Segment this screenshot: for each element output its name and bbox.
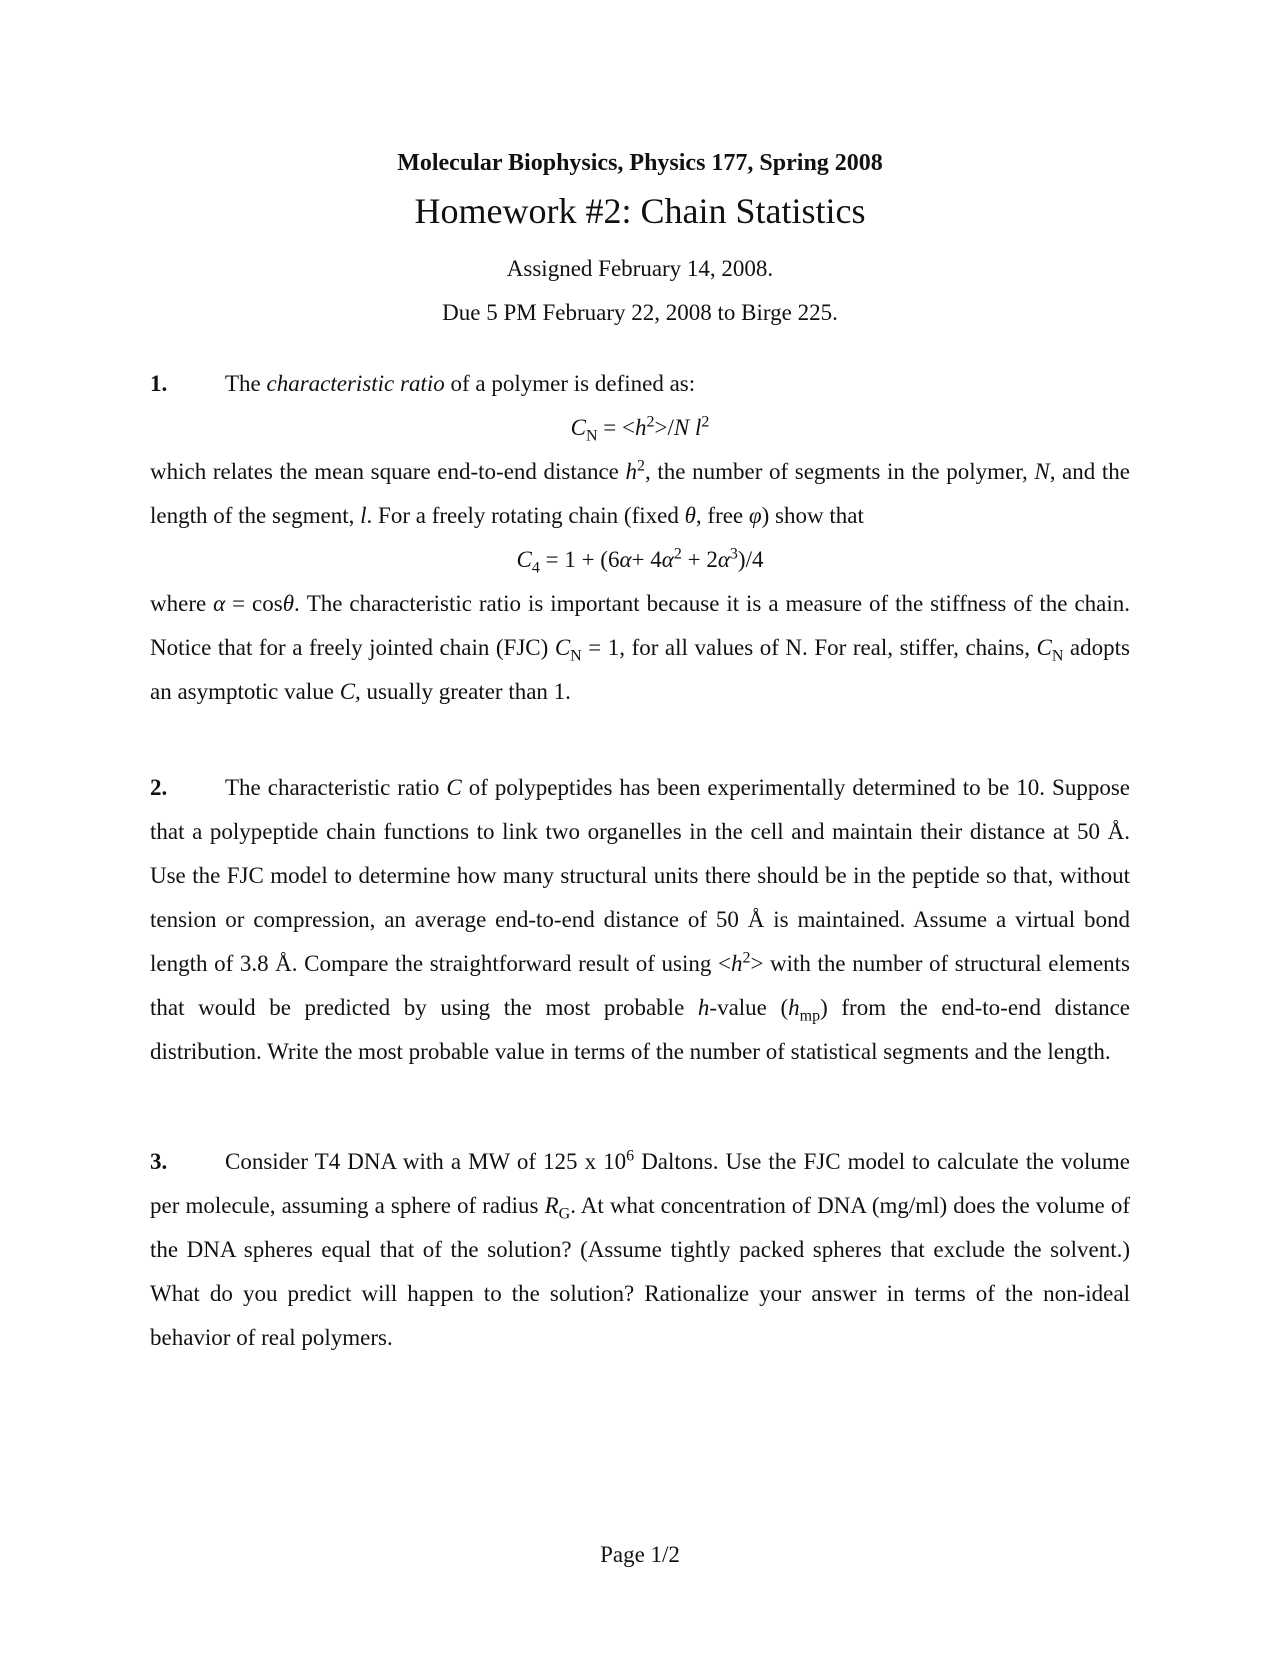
problem-1-text-2: where α = cosθ. The characteristic ratio is important because it is a measure of the stiffness of the chain. Notice that for a freely jointed chain (FJC) $C_N = 1$, for all values of N. For real, stiffer, chains, $C_N$ adopts an asymptotic value C, usually greater than 1. xyxy=(150,591,1130,704)
problem-1-text: which relates the mean square end-to-end distance $h^2$, the number of segments in the polymer, N, and the length of the segment, l. For a freely rotating chain (fixed θ, free φ) show that xyxy=(150,457,1130,528)
due-date: Due 5 PM February 22, 2008 to Birge 225. xyxy=(442,300,838,325)
problem-3: 3. Consider T4 DNA with a MW of 125 x $10^6$ Daltons. Use the FJC model to calculate the volume per molecule, assuming a sphere of radius $R_G$. At what concentration of DNA (mg/ml) does the volume of the DNA spheres equal that of the solution? (Assume tightly packed spheres that exclude the solvent.) What do you predict will happen to the solution? Rationalize your answer in terms of the non-ideal behavior of real polymers. xyxy=(150,1140,1130,1360)
assigned-date: Assigned February 14, 2008. xyxy=(506,256,774,281)
problem-2: 2. The characteristic ratio C of polypeptides has been experimentally determined to be 10. Suppose that a polypeptide chain functions to link two organelles in the cell and maintain their distance at 50 Å. Use the FJC model to determine how many structural units there should be in the peptide so that, without tension or compression, an average end-to-end distance of 50 Å is maintained. Assume a virtual bond length of 3.8 Å. Compare the straightforward result of $using <h^2>$ with the number of structural elements that would be predicted by using the most probable h-value $(h_{mp})$ from the end-to-end distance distribution. Write the most probable value in terms of the number of statistical segments and the length. xyxy=(150,766,1130,1074)
problem-number: 3. xyxy=(150,1149,168,1174)
page-number: Page 1/2 xyxy=(600,1542,680,1567)
course-heading: Molecular Biophysics, Physics 177, Spring 2008 xyxy=(397,150,883,176)
problem-1-intro: 1. The characteristic ratio of a polymer is defined as: xyxy=(150,362,1130,406)
problem-number: 2. xyxy=(150,775,168,800)
page-title: Homework #2: Chain Statistics xyxy=(414,191,866,231)
problem-number: 1. xyxy=(150,371,168,396)
problem-1 xyxy=(150,362,1130,714)
equation-c4: $C_4 = 1 + (6\alpha+ 4\alpha^2 + 2\alpha^3)/4$ xyxy=(516,545,764,577)
equation-characteristic-ratio: $C_N = <h^2>/N$ $l^2$ xyxy=(570,413,710,445)
